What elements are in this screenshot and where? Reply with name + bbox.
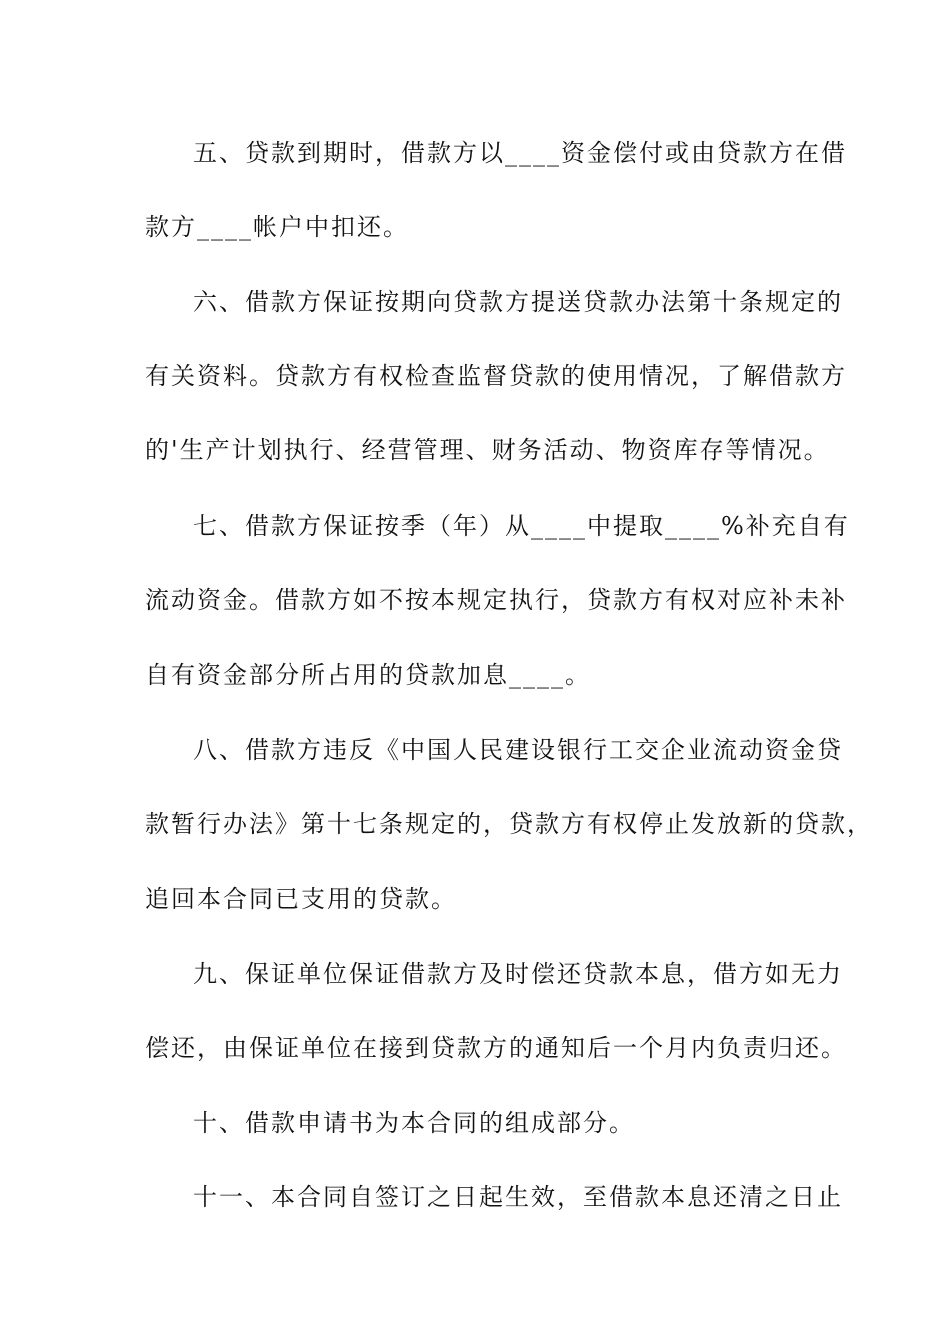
clause-7-line-2: 流动资金。借款方如不按本规定执行，贷款方有权对应补未补 xyxy=(145,586,847,614)
clause-9-line-1: 九、保证单位保证借款方及时偿还贷款本息，借方如无力 xyxy=(193,960,843,988)
clause-11-line-1: 十一、本合同自签订之日起生效，至借款本息还清之日止 xyxy=(193,1183,843,1211)
clause-5-line-1: 五、贷款到期时，借款方以____资金偿付或由贷款方在借 xyxy=(193,139,847,167)
clause-9-line-2: 偿还，由保证单位在接到贷款方的通知后一个月内负责归还。 xyxy=(145,1034,847,1062)
clause-8-line-1: 八、借款方违反《中国人民建设银行工交企业流动资金贷 xyxy=(193,736,843,764)
clause-8-line-2: 款暂行办法》第十七条规定的，贷款方有权停止发放新的贷款， xyxy=(145,810,873,838)
clause-5-line-2: 款方____帐户中扣还。 xyxy=(145,213,409,241)
clause-6-line-2: 有关资料。贷款方有权检查监督贷款的使用情况，了解借款方 xyxy=(145,362,847,390)
clause-7-line-1: 七、借款方保证按季（年）从____中提取____%补充自有 xyxy=(193,512,850,540)
clause-7-line-3: 自有资金部分所占用的贷款加息____。 xyxy=(145,661,591,689)
clause-6-line-1: 六、借款方保证按期向贷款方提送贷款办法第十条规定的 xyxy=(193,288,843,316)
clause-6-line-3: 的'生产计划执行、经营管理、财务活动、物资库存等情况。 xyxy=(145,436,830,464)
clause-10-line-1: 十、借款申请书为本合同的组成部分。 xyxy=(193,1109,635,1137)
clause-8-line-3: 追回本合同已支用的贷款。 xyxy=(145,885,457,913)
